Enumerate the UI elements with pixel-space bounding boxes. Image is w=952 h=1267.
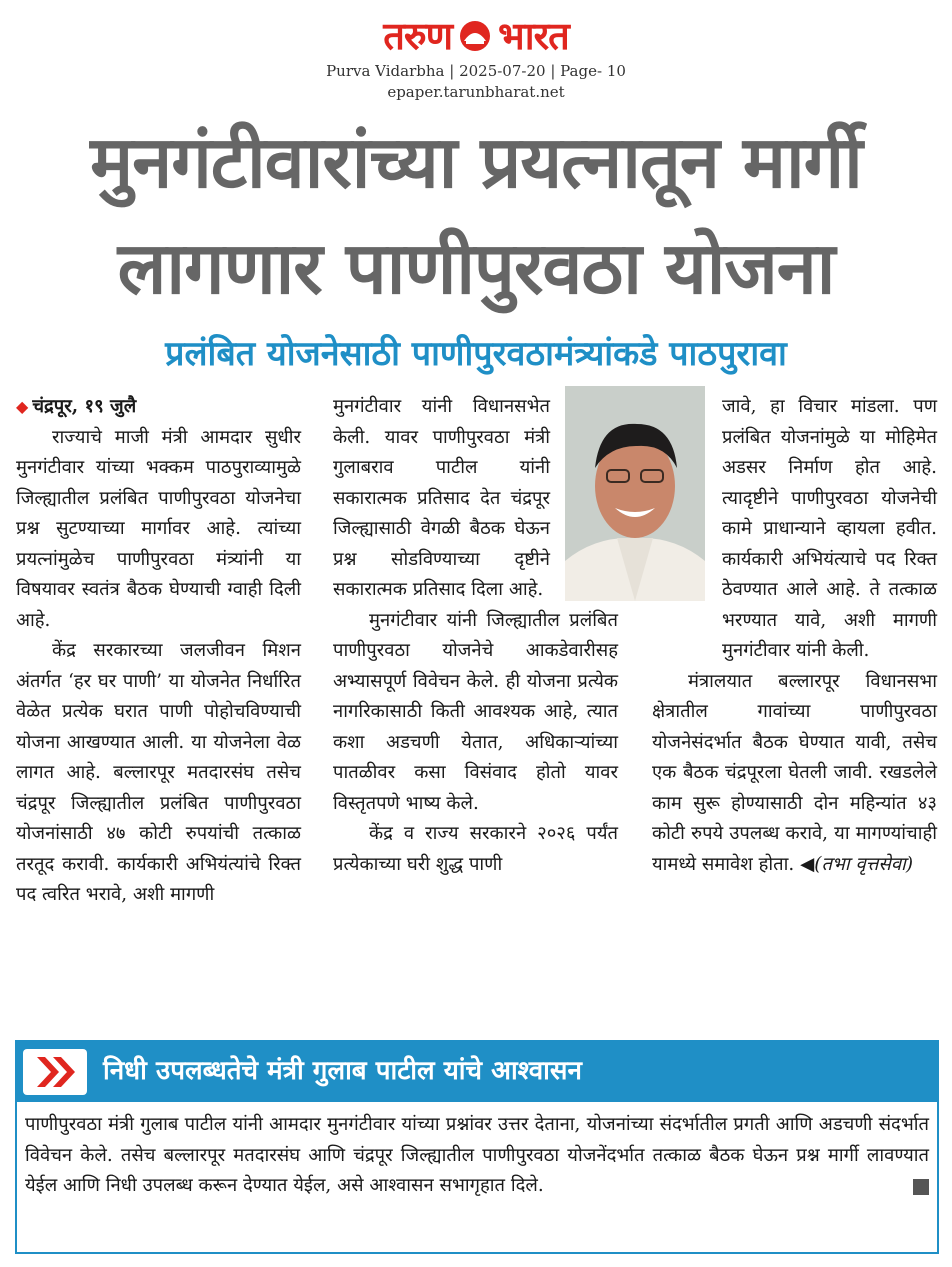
article-paragraph: मुनगंटीवार यांनी विधानसभेत केली. यावर पाणीपुरवठा मंत्री गुलाबराव पाटील यांनी सकारात्मक प्रतिसाद देत चंद्रपूर जिल्ह्यासाठी वेगळी बैठक घेऊन प्रश्न सोडविण्याच्या दृष्टीने सकारात्मक प्रतिसाद दिला आहे. [333,396,550,600]
end-of-article-mark [913,1179,929,1195]
edition-line: Purva Vidarbha | 2025-07-20 | Page- 10 [326,62,626,80]
info-box-body [25,1110,929,1202]
double-chevron-icon [23,1049,87,1095]
article-column-3 [652,392,937,880]
logo-word-right: भारत [498,14,569,58]
masthead [0,12,952,102]
info-box-title: निधी उपलब्धतेचे मंत्री गुलाब पाटील यांचे आश्वासन [103,1056,582,1086]
article-paragraph-text: मंत्रालयात बल्लारपूर विधानसभा क्षेत्रातील गावांच्या पाणीपुरवठा योजनेसंदर्भात बैठक घेण्यात यावी, तसेच एक बैठक चंद्रपूरला घेतली जावी. रखडलेले काम सुरू होण्यासाठी दोन महिन्यांत ४३ कोटी रुपये उपलब्ध करावे, या मागण्यांचाही यामध्ये समावेश होता. [652,670,937,875]
info-box [15,1040,939,1254]
dateline: चंद्रपूर, १९ जुलै [32,396,137,417]
article-paragraph [652,667,937,881]
article-paragraph: राज्याचे माजी मंत्री आमदार सुधीर मुनगंटीवार यांच्या भक्कम पाठपुराव्यामुळे जिल्ह्यातील प्रलंबित पाणीपुरवठा योजनेचा प्रश्न सुटण्याच्या मार्गावर आहे. त्यांच्या प्रयत्नांमुळेच पाणीपुरवठा मंत्र्यांनी या विषयावर स्वतंत्र बैठक घेण्याची ग्वाही दिली आहे. [16,426,301,631]
logo-word-left: तरुण [383,14,453,58]
info-box-text: पाणीपुरवठा मंत्री गुलाब पाटील यांनी आमदार मुनगंटीवार यांच्या प्रश्नांवर उत्तर देताना, योजनांच्या संदर्भातील प्रगती आणि अडचणी संदर्भात विवेचन केले. तसेच बल्लारपूर मतदारसंघ आणि चंद्रपूर जिल्ह्यातील पाणीपुरवठा योजनेंदर्भात तत्काळ बैठक घेऊन प्रश्न मार्गी लावण्यात येईल आणि निधी उपलब्ध करून देण्यात येईल, असे आश्वासन सभागृहात दिले. [25,1114,929,1196]
article-paragraph: मुनगंटीवार यांनी जिल्ह्यातील प्रलंबित पाणीपुरवठा योजनेचे आकडेवारीसह अभ्यासपूर्ण विवेचन केले. ही योजना प्रत्येक नागरिकासाठी किती आवश्यक आहे, त्यात कशा अडचणी येतात, अधिकाऱ्यांच्या पातळीवर कसा विसंवाद होतो यावर विस्तृतपणे भाष्य केले. [333,609,618,814]
dateline-paragraph [16,392,301,423]
site-url[interactable]: epaper.tarunbharat.net [387,83,565,101]
logo-emblem-icon [458,19,492,53]
headline-line-2: लागणार पाणीपुरवठा योजना [117,226,835,310]
info-box-header [17,1042,937,1102]
subheadline: प्रलंबित योजनेसाठी पाणीपुरवठामंत्र्यांकडे पाठपुरावा [165,334,787,374]
article-paragraph: केंद्र सरकारच्या जलजीवन मिशन अंतर्गत ‘हर घर पाणी’ या योजनेत निर्धारित वेळेत प्रत्येक घरात पाणी पोहोचविण्याची योजना आखण्यात आली. या योजनेला वेळ लागत आहे. बल्लारपूर मतदारसंघ तसेच चंद्रपूर जिल्ह्यातील प्रलंबित पाणीपुरवठा योजनांसाठी ४७ कोटी रुपयांची तत्काळ तरतूद करावी. कार्यकारी अभियंत्यांचे रिक्त पद त्वरित भरावे, अशी मागणी [16,640,301,905]
arrow-left-icon: ◀ [800,853,815,875]
news-agency-credit: (तभा वृत्तसेवा) [814,853,913,875]
article-column-1 [16,392,301,911]
headline-line-1: मुनगंटीवारांच्या प्रयत्नातून मार्गी [90,120,862,204]
diamond-bullet-icon: ◆ [16,397,29,416]
article-paragraph: जावे, हा विचार मांडला. पण प्रलंबित योजनांमुळे या मोहिमेत अडसर निर्माण होत आहे. त्यादृष्टीने पाणीपुरवठा योजनेची कामे प्राधान्याने व्हायला हवीत. कार्यकारी अभियंत्याचे पद रिक्त ठेवण्यात आले आहे. ते तत्काळ भरण्यात यावे, अशी मागणी मुनगंटीवार यांनी केली. [722,396,937,661]
newspaper-logo[interactable] [383,12,569,60]
article-paragraph: केंद्र व राज्य सरकारने २०२६ पर्यंत प्रत्येकाच्या घरी शुद्ध पाणी [333,823,618,875]
